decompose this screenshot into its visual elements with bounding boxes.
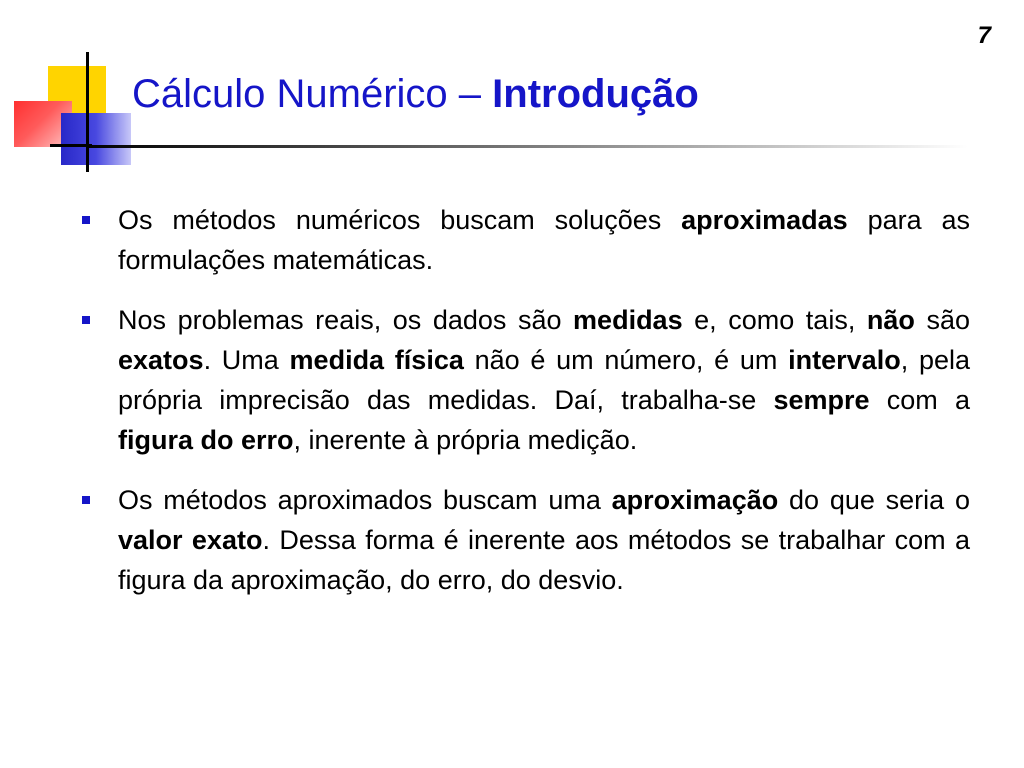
square-bullet-icon bbox=[82, 316, 90, 324]
bullet-text: , inerente à própria medição. bbox=[293, 425, 638, 455]
page-number: 7 bbox=[977, 22, 991, 49]
bullet-item bbox=[82, 200, 970, 280]
bullet-list bbox=[82, 200, 970, 620]
slide-title-bold: Introdução bbox=[492, 72, 699, 116]
square-bullet-icon bbox=[82, 496, 90, 504]
bullet-item bbox=[82, 480, 970, 600]
slide-logo-decoration bbox=[0, 0, 140, 180]
bullet-text-bold: sempre bbox=[773, 385, 870, 415]
bullet-text: . Uma bbox=[203, 345, 290, 375]
bullet-text-bold: medidas bbox=[573, 305, 683, 335]
bullet-text: com a bbox=[869, 385, 970, 415]
bullet-item bbox=[82, 300, 970, 460]
bullet-text-bold: valor exato bbox=[118, 525, 263, 555]
bullet-text-bold: aproximadas bbox=[681, 205, 848, 235]
square-bullet-icon bbox=[82, 216, 90, 224]
bullet-text: são bbox=[914, 305, 970, 335]
bullet-text: não é um número, é um bbox=[463, 345, 789, 375]
logo-vertical-line bbox=[86, 52, 89, 172]
logo-blue-square bbox=[61, 113, 131, 165]
slide-title-regular: Cálculo Numérico – bbox=[132, 72, 493, 116]
bullet-text: . Dessa forma é inerente aos métodos se trabalhar com a figura da aproximação, do erro, do desvio. bbox=[118, 525, 971, 595]
bullet-text-bold: intervalo bbox=[788, 345, 901, 375]
slide-title bbox=[132, 72, 699, 117]
title-underline bbox=[88, 145, 968, 148]
bullet-text: do que seria o bbox=[778, 485, 970, 515]
bullet-text: e, como tais, bbox=[682, 305, 867, 335]
bullet-text-bold: não bbox=[866, 305, 915, 335]
bullet-text: , pela própria imprecisão das medidas. Daí, trabalha-se bbox=[118, 345, 970, 415]
bullet-text-bold: figura do erro bbox=[118, 425, 294, 455]
logo-horizontal-line bbox=[50, 144, 92, 147]
bullet-text: Os métodos aproximados buscam uma bbox=[118, 485, 612, 515]
bullet-text: Nos problemas reais, os dados são bbox=[118, 305, 574, 335]
bullet-text-bold: exatos bbox=[118, 345, 204, 375]
bullet-text: Os métodos numéricos buscam soluções bbox=[118, 205, 682, 235]
bullet-text: para as formulações matemáticas. bbox=[118, 205, 971, 275]
bullet-text-bold: aproximação bbox=[611, 485, 779, 515]
bullet-text-bold: medida física bbox=[289, 345, 464, 375]
